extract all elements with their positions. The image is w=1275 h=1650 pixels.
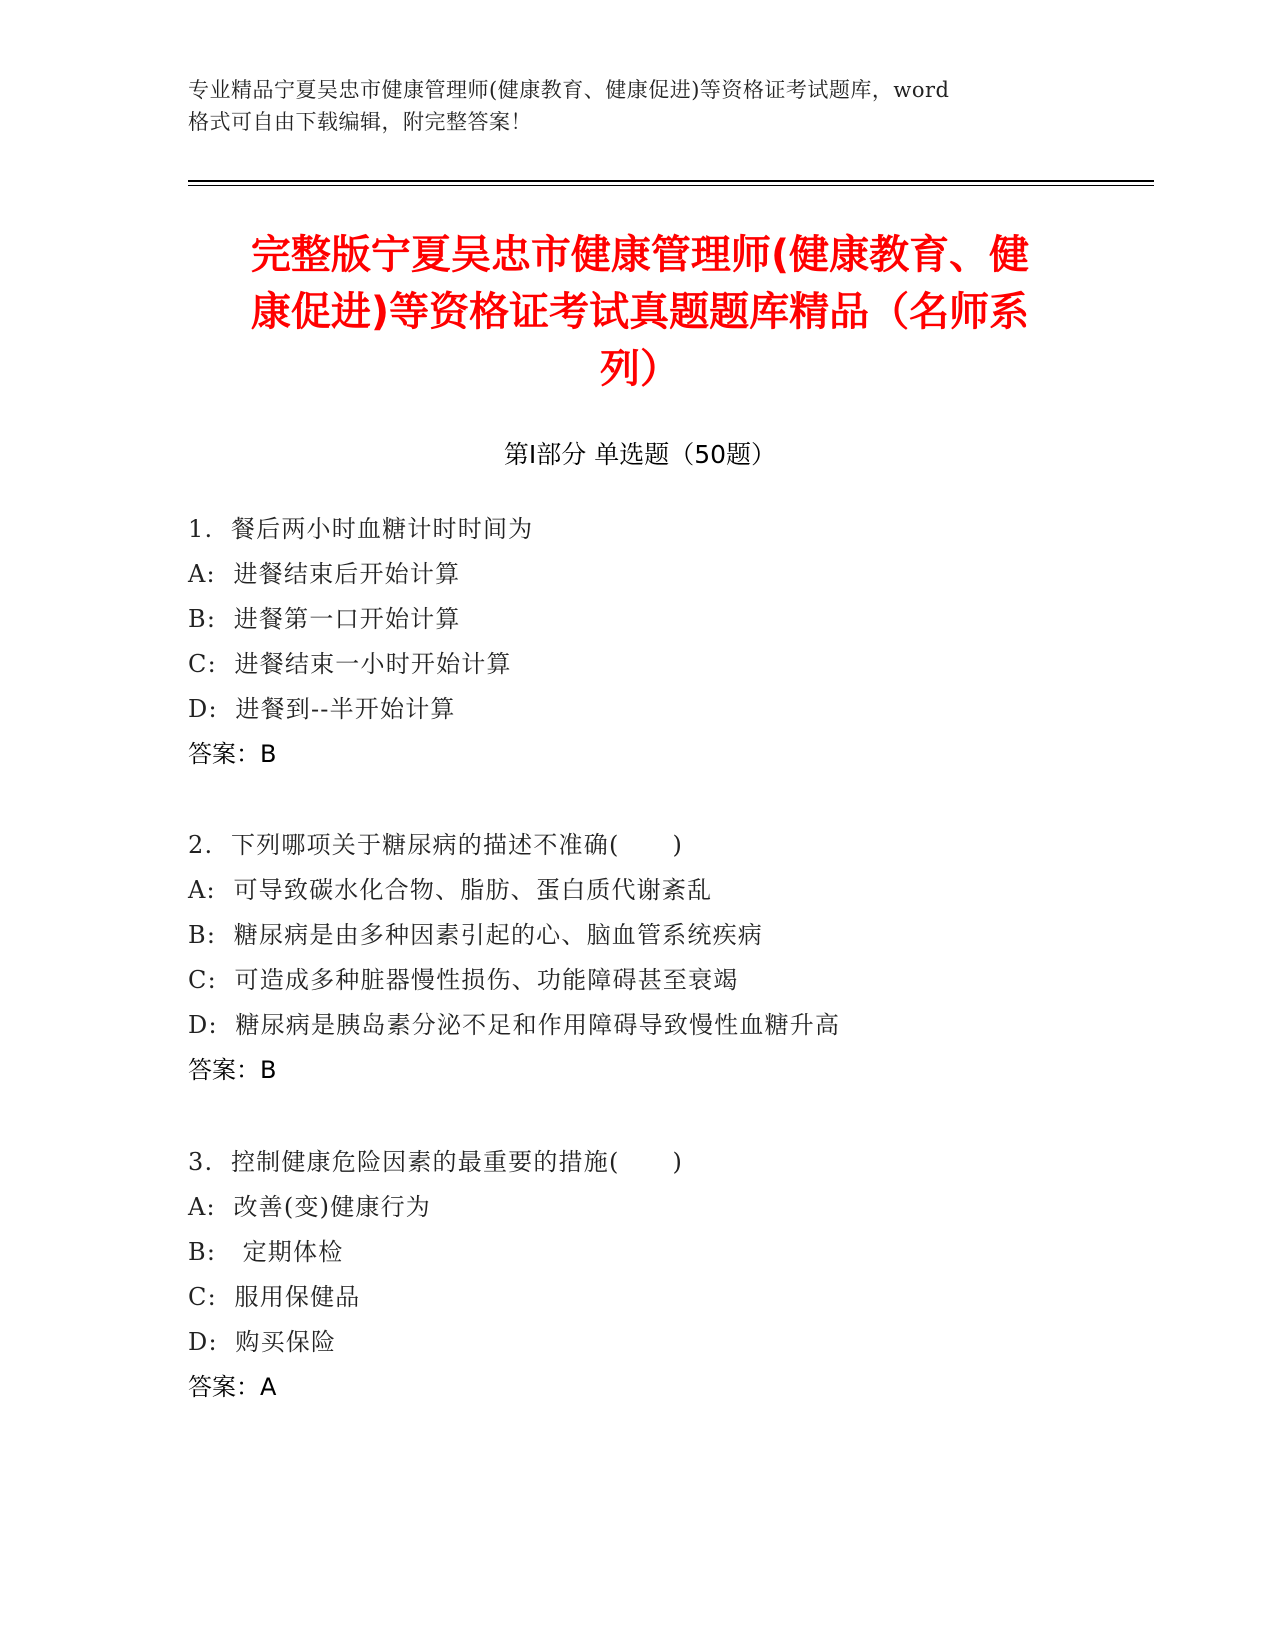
section-heading: 第Ⅰ部分 单选题（50题） xyxy=(503,440,777,469)
document-title-line-2: 康促进)等资格证考试真题题库精品（名师系 xyxy=(250,289,1030,335)
document-title-line-3: 列） xyxy=(600,346,680,392)
option-d: D: 糖尿病是胰岛素分泌不足和作用障碍导致慢性血糖升高 xyxy=(188,1011,841,1039)
answer: 答案：B xyxy=(188,1056,277,1084)
option-c: C: 可造成多种脏器慢性损伤、功能障碍甚至衰竭 xyxy=(188,966,739,994)
option-d: D: 购买保险 xyxy=(188,1328,337,1356)
answer: 答案：B xyxy=(188,740,277,768)
option-c: C: 进餐结束一小时开始计算 xyxy=(188,650,512,678)
header-note xyxy=(188,74,1088,138)
question-stem: 1. 餐后两小时血糖计时时间为 xyxy=(188,515,534,543)
header-note-line-2: 格式可自由下载编辑，附完整答案！ xyxy=(188,110,532,134)
header-note-line-1: 专业精品宁夏吴忠市健康管理师(健康教育、健康促进)等资格证考试题库，word xyxy=(188,78,950,102)
question-stem: 3. 控制健康危险因素的最重要的措施( ) xyxy=(188,1148,684,1176)
answer: 答案：A xyxy=(188,1373,277,1401)
document-title-line-1: 完整版宁夏吴忠市健康管理师(健康教育、健 xyxy=(250,232,1030,278)
option-b: B: 进餐第一口开始计算 xyxy=(188,605,461,633)
header-divider-thin xyxy=(188,185,1154,186)
option-b: B: 定期体检 xyxy=(188,1238,344,1266)
question-3 xyxy=(188,1140,1148,1410)
header-divider-thick xyxy=(188,180,1154,182)
option-d: D: 进餐到--半开始计算 xyxy=(188,695,456,723)
option-c: C: 服用保健品 xyxy=(188,1283,361,1311)
option-a: A: 进餐结束后开始计算 xyxy=(188,560,461,588)
question-2 xyxy=(188,823,1148,1093)
option-a: A: 可导致碳水化合物、脂肪、蛋白质代谢紊乱 xyxy=(188,876,713,904)
option-b: B: 糖尿病是由多种因素引起的心、脑血管系统疾病 xyxy=(188,921,763,949)
option-a: A: 改善(变)健康行为 xyxy=(188,1193,432,1221)
document-title xyxy=(188,227,1092,398)
question-stem: 2. 下列哪项关于糖尿病的描述不准确( ) xyxy=(188,831,684,859)
question-1 xyxy=(188,507,1148,777)
